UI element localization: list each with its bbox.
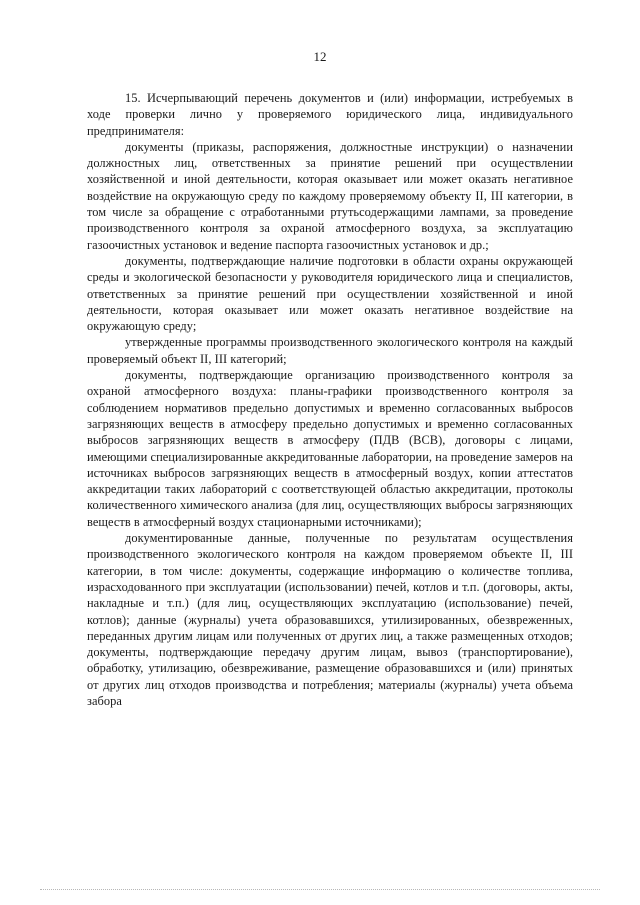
scan-footer-artifact	[40, 889, 600, 892]
paragraph-item-15: 15. Исчерпывающий перечень документов и (или) информации, истребуемых в ходе проверки лично у проверяемого юридического лица, индивидуального предпринимателя:	[87, 91, 573, 138]
paragraph-training-documents: документы, подтверждающие наличие подготовки в области охраны окружающей среды и экологической безопасности у руководителя юридического лица и специалистов, ответственных за принятие решений при осуществлении хозяйственной и иной деятельности, которая оказывает или может оказать негативное воздействие на окружающую среду;	[87, 253, 573, 334]
paragraph-control-programs: утвержденные программы производственного экологического контроля на каждый проверяемый объект II, III категорий;	[87, 335, 573, 366]
document-body	[87, 90, 573, 709]
page-number: 12	[313, 49, 327, 64]
paragraph-air-control-documents: документы, подтверждающие организацию производственного контроля за охраной атмосферного воздуха: планы-графики производственного контроля за соблюдением нормативов предельно допустимых и временно согласованных выбросов загрязняющих веществ в атмосферу предельно допустимых и временно согласованных выбросов загрязняющих веществ в атмосферу (ПДВ (ВСВ), договоры с лицами, имеющими специализированные аккредитованные лаборатории, на проведение замеров на источниках выбросов загрязняющих веществ в атмосферный воздух, копии аттестатов аккредитации таких лабораторий с соответствующей областью аккредитации, протоколы количественного химического анализа (для лиц, осуществляющих выбросы загрязняющих веществ в атмосферный воздух стационарными источниками);	[87, 368, 573, 529]
paragraph-control-results: документированные данные, полученные по результатам осуществления производственного экологического контроля на каждом проверяемом объекте II, III категории, в том числе: документы, содержащие информацию о количестве топлива, израсходованного при эксплуатации (использовании) печей, котлов и т.п. (договоры, акты, накладные и т.п.) (для лиц, осуществляющих эксплуатацию (использование) печей, котлов); данные (журналы) учета образовавшихся, утилизированных, обезвреженных, переданных другим лицам или полученных от других лиц, а также размещенных отходов; документы, подтверждающие передачу другим лицам, вывоз (транспортирование), обработку, утилизацию, обезвреживание, размещение образовавшихся и (или) принятых от других лиц отходов производства и потребления; материалы (журналы) учета объема забора	[87, 531, 573, 708]
paragraph-appointment-documents: документы (приказы, распоряжения, должностные инструкции) о назначении должностных лиц, ответственных за принятие решений при осуществлении хозяйственной и иной деятельности, которая оказывает или может оказать негативное воздействие на окружающую среду по каждому проверяемому объекту II, III категории, в том числе за обращение с отработанными ртутьсодержащими лампами, за проведение производственного контроля за охраной атмосферного воздуха, за эксплуатацию газоочистных установок и ведение паспорта газоочистных установок и др.;	[87, 139, 573, 252]
